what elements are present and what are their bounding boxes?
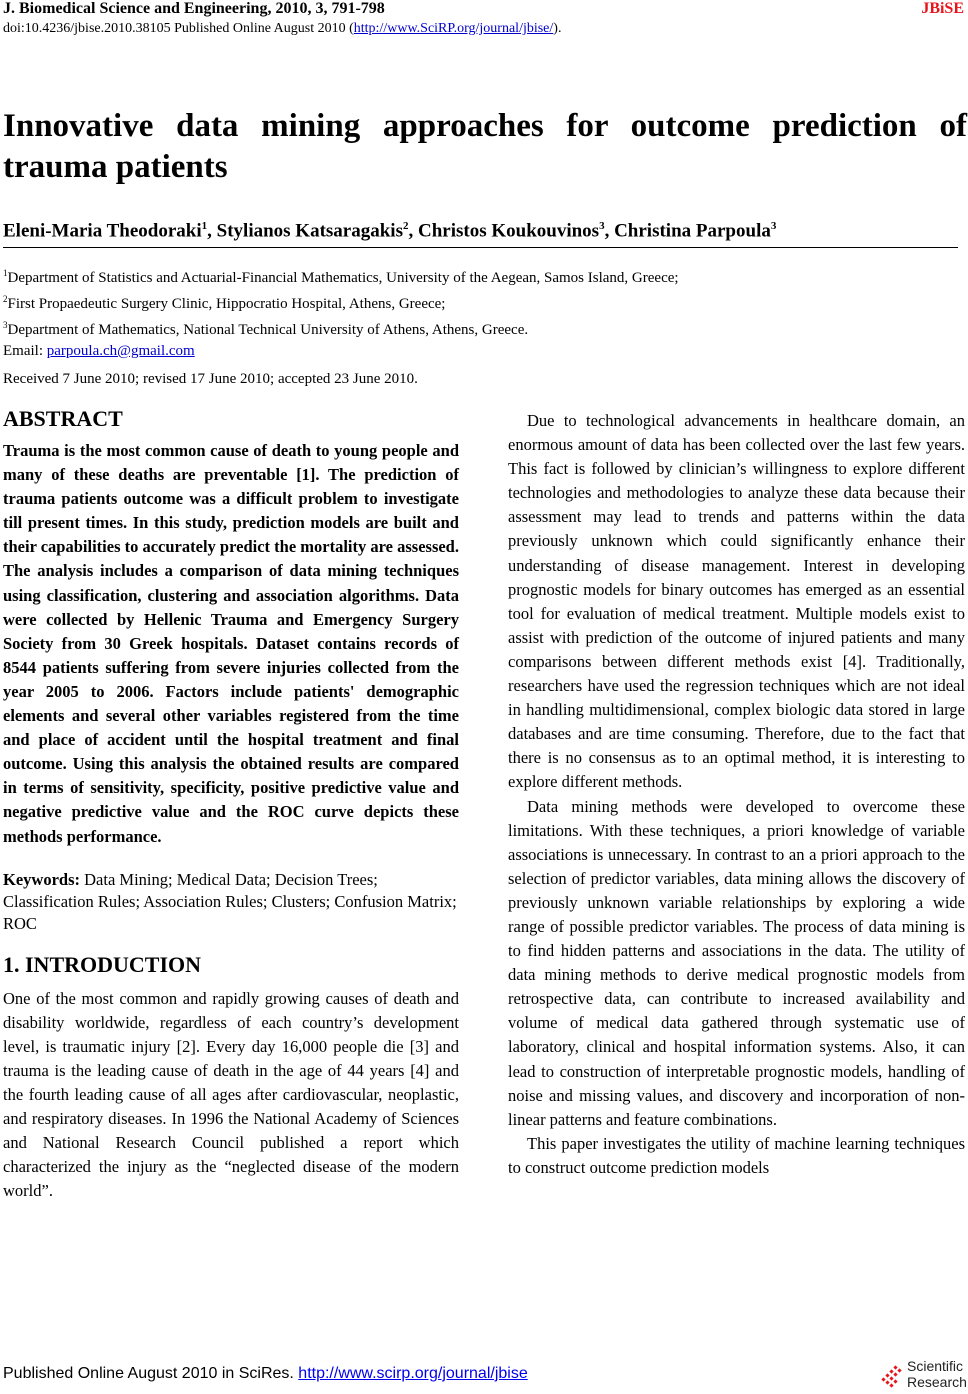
footer-journal-link[interactable]: http://www.scirp.org/journal/jbise	[298, 1365, 528, 1382]
author-affil-marker: 2	[402, 220, 409, 232]
email-line	[3, 341, 679, 362]
affiliation-item	[3, 315, 679, 341]
keywords-list: Data Mining; Medical Data; Decision Trees; Classification Rules; Association Rules; Clusters; Confusion Matrix; ROC	[3, 869, 457, 933]
abstract-text: Trauma is the most common cause of death to young people and many of these deaths are preventable [1]. The prediction of trauma patients outcome was a difficult problem to investigate till present times. In this study, prediction models are built and their capabilities to accurately predict the mortality are assessed. The analysis includes a comparison of data mining techniques using classification, clustering and association algorithms. Data were collected by Hellenic Trauma and Emergency Surgery Society from 30 Greek hospitals. Dataset contains records of 8544 patients suffering from severe injuries collected from the year 2005 to 2006. Factors include patients' demographic elements and several other variables registered from the time and place of accident until the hospital treatment and final outcome. Using this analysis the obtained results are compared in terms of sensitivity, specificity, positive predictive value and negative predictive value and the ROC curve depicts these methods performance.	[3, 441, 459, 846]
keywords	[3, 869, 459, 935]
author-affil-marker: 1	[201, 220, 208, 232]
email-label: Email:	[3, 343, 47, 359]
email-link[interactable]: parpoula.ch@gmail.com	[46, 343, 195, 359]
intro-paragraph: One of the most common and rapidly growing causes of death and disability worldwide, regardless of each country’s development level, is traumatic injury [2]. Every day 16,000 people die [3] and trauma is the leading cause of death in the age of 44 years [4] and the fourth leading cause of all ages after cardiovascular, neoplastic, and respiratory diseases. In 1996 the National Academy of Sciences and National Research Council published a report which characterized the injury as the “neglected disease of the modern world”.	[3, 988, 459, 1201]
journal-citation: J. Biomedical Science and Engineering, 2010, 3, 791-798	[3, 0, 385, 17]
intro-paragraph: This paper investigates the utility of machine learning techniques to construct outcome prediction models	[508, 1133, 965, 1177]
author-affil-marker: 3	[599, 220, 605, 232]
affil-text: Department of Mathematics, National Technical University of Athens, Athens, Greece.	[7, 322, 529, 338]
journal-url-link[interactable]: http://www.SciRP.org/journal/jbise/	[353, 21, 554, 36]
journal-brand: JBiSE	[921, 0, 964, 17]
affil-text: Department of Statistics and Actuarial-Financial Mathematics, University of the Aegean, Samos Island, Greece;	[7, 270, 679, 286]
affiliation-item	[3, 289, 679, 315]
doi-line	[3, 20, 561, 38]
author-name: Christos Koukouvinos	[417, 220, 600, 242]
logo-line-1: Scientific	[907, 1358, 964, 1374]
abstract-heading: ABSTRACT	[3, 406, 123, 431]
intro-paragraph: Data mining methods were developed to overcome these limitations. With these techniques, a priori knowledge of variable associations is unnecessary. In contrast to an a priori approach to the selection of predictor variables, data mining allows the discovery of previously unknown variable relationships by exploring a wide range of possible predictor variables. The process of data mining is to find hidden patterns and associations in the data. The utility of data mining methods to derive medical prognostic models from retrospective data, can contribute to increased availability and volume of medical data gathered through systematic use of laboratory, clinical and hospital information systems. Also, it can lead to construction of interpretable prognostic models, handling of noise and missing values, and discovery and incorporation of non-linear patterns and feature combinations.	[508, 796, 965, 1129]
author-name: Eleni-Maria Theodoraki	[3, 220, 202, 242]
scientific-research-logo	[880, 1358, 968, 1394]
footer-publication-note	[3, 1364, 528, 1384]
right-column	[508, 409, 965, 1180]
received-dates: Received 7 June 2010; revised 17 June 2010; accepted 23 June 2010.	[3, 371, 418, 387]
affiliation-item	[3, 263, 679, 289]
footer-text: Published Online August 2010 in SciRes.	[3, 1365, 299, 1382]
affil-number: 3	[3, 320, 8, 330]
affil-text: First Propaedeutic Surgery Clinic, Hippocratio Hospital, Athens, Greece;	[7, 296, 446, 312]
title-divider	[3, 247, 958, 248]
keywords-label: Keywords:	[3, 869, 80, 889]
affil-number: 1	[3, 268, 8, 278]
doi-text: doi:10.4236/jbise.2010.38105 Published Online August 2010 (	[3, 21, 354, 36]
author-name: Christina Parpoula	[614, 220, 771, 242]
intro-paragraph: Due to technological advancements in healthcare domain, an enormous amount of data has been collected over the last few years. This fact is followed by clinician’s willingness to explore different technologies and methodologies to analyze these data because their assessment may lead to trends and patterns within the data previously unknown which could significantly enhance their understanding of disease management. Interest in developing prognostic models for binary outcomes has emerged as an essential tool for evaluation of medical treatment. Multiple models exist to assist with prediction of the outcome of injured patients and many comparisons between different methods exist [4]. Traditionally, researchers have used the regression techniques which are not ideal in handling multidimensional, complex biologic data stored in large databases and are time consuming. Therefore, due to the fact that there is no consensus as to an optimal method, it is interesting to explore different methods.	[508, 411, 965, 792]
introduction-heading: 1. INTRODUCTION	[3, 951, 202, 977]
left-column	[3, 405, 459, 1203]
author-list: Eleni-Maria Theodoraki$^1$, Stylianos Katsaragakis$^2$, Christos Koukouvinos$^3$, Christina Parpoula$^3$	[3, 220, 777, 242]
logo-line-2: Research	[907, 1374, 967, 1390]
doi-suffix: ).	[553, 21, 562, 36]
diamond-dots-icon	[880, 1364, 906, 1390]
affil-number: 2	[3, 294, 8, 304]
affiliations	[3, 263, 679, 362]
paper-title: Innovative data mining approaches for outcome prediction of trauma patients	[3, 108, 967, 185]
author-affil-marker: 3	[770, 220, 777, 232]
logo-text	[907, 1358, 967, 1390]
author-name: Stylianos Katsaragakis	[216, 220, 403, 242]
